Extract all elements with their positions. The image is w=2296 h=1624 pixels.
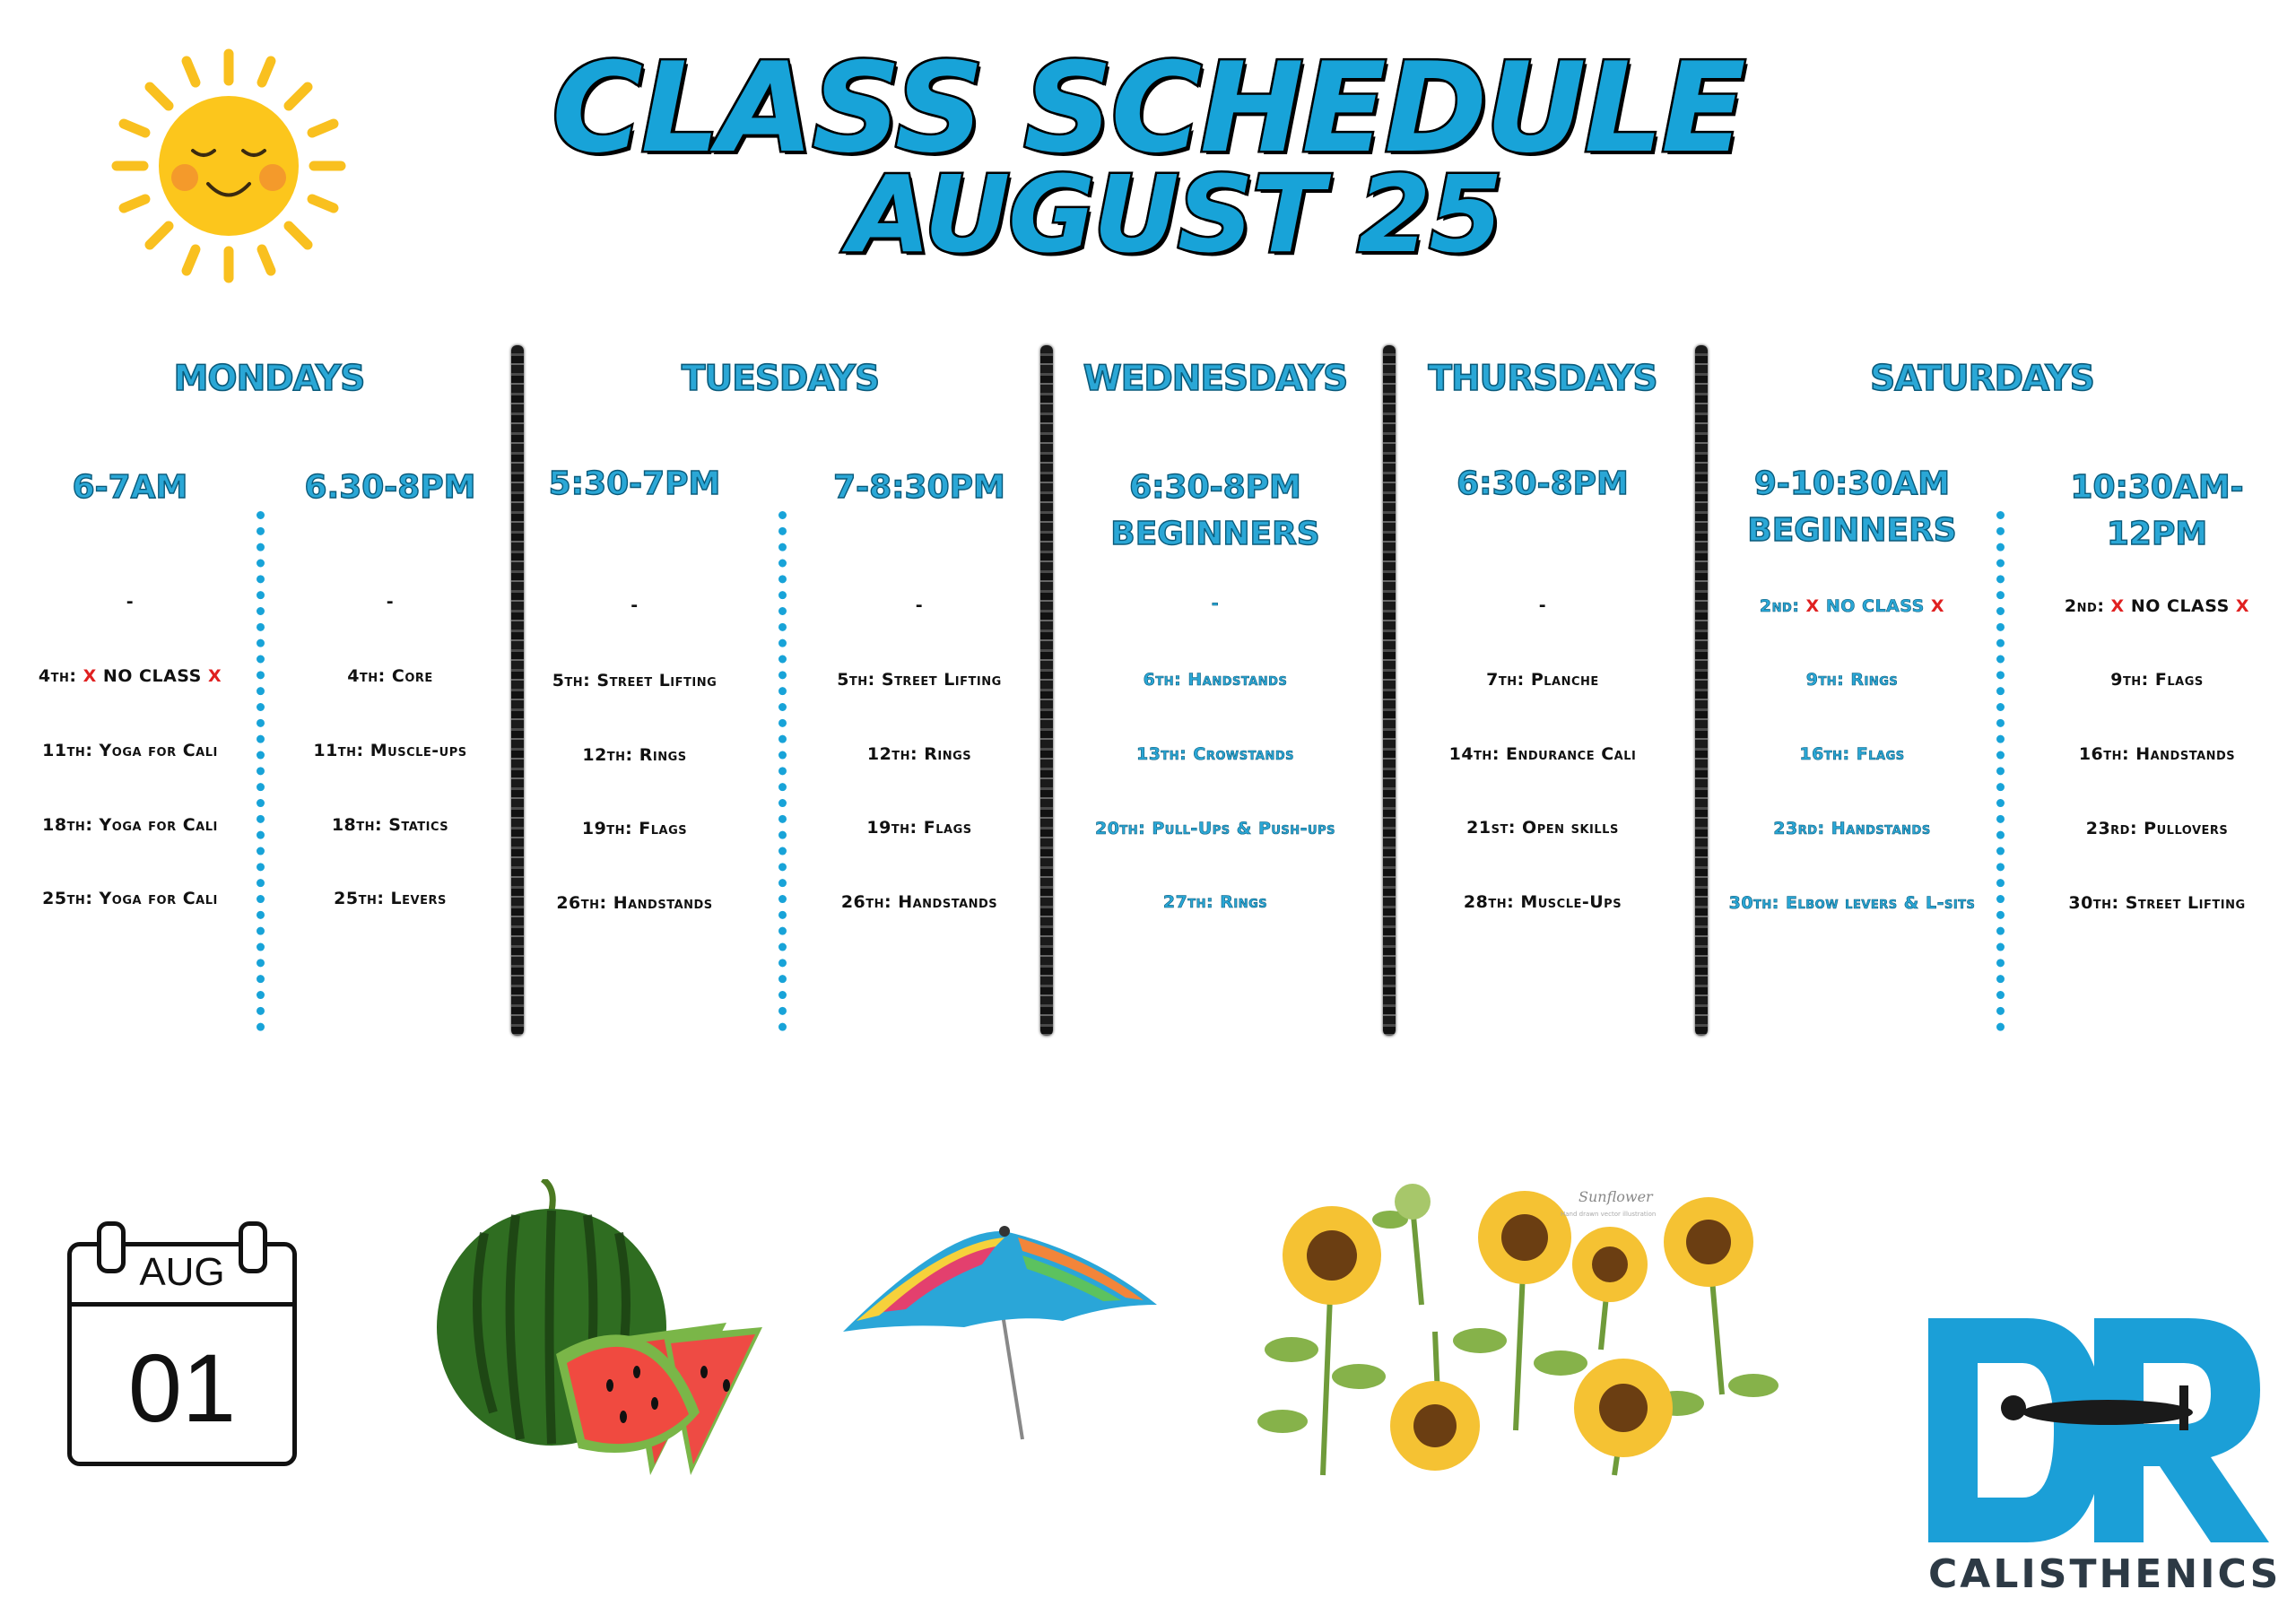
day-header-mondays: MONDAYS (173, 359, 365, 399)
umbrella-illustration (839, 1215, 1161, 1448)
list-item: - (1538, 595, 1547, 615)
calendar-icon (67, 1242, 297, 1466)
list-item: 26th: Handstands (556, 893, 713, 913)
day-header-tuesdays: TUESDAYS (681, 359, 880, 399)
list-item: 12th: Rings (866, 744, 972, 764)
list-item: 5th: Street Lifting (837, 670, 1002, 690)
list-item: 30th: Elbow levers & L-sits (1728, 893, 1976, 913)
x-mark: X (83, 666, 97, 686)
list-item: 16th: Flags (1799, 744, 1905, 764)
day-header-thursdays: THURSDAYS (1428, 359, 1657, 399)
list-item: 4th: X NO CLASS X (38, 666, 222, 686)
x-mark: X (1805, 596, 1820, 616)
calendar-month: AUG (139, 1250, 225, 1294)
sunflowers-illustration (1256, 1170, 1785, 1493)
dr-logo-icon (1928, 1318, 2269, 1542)
day-header-wednesdays: WEDNESDAYS (1083, 359, 1348, 399)
list-item: 28th: Muscle-Ups (1463, 892, 1622, 912)
list-item: 30th: Street Lifting (2068, 893, 2246, 913)
list-item: 7th: Planche (1486, 670, 1599, 690)
time-mon-a: 6-7AM (72, 469, 188, 506)
list-item: 6th: Handstands (1143, 670, 1288, 690)
list-item: - (915, 595, 924, 615)
day-header-saturdays: SATURDAYS (1870, 359, 2094, 399)
list-item: 19th: Flags (866, 818, 972, 838)
sunflower-card-subtitle: Hand drawn vector illustration (1561, 1211, 1657, 1218)
list-item: 11th: Muscle-ups (313, 741, 467, 760)
list-item: - (631, 595, 639, 615)
list-item: 23rd: Handstands (1773, 819, 1931, 838)
list-item: 21st: Open skills (1466, 818, 1619, 838)
list-item: 4th: Core (347, 666, 433, 686)
session-divider (257, 511, 265, 1031)
logo-name: CALISTHENICS (1928, 1551, 2282, 1597)
sunflower-card-title: Sunflower (1578, 1188, 1653, 1205)
time-tue-b: 7-8:30PM (833, 469, 1005, 506)
x-mark: X (2110, 596, 2125, 616)
session-divider (778, 511, 787, 1031)
list-item: 23rd: Pullovers (2085, 819, 2229, 838)
time-thu: 6:30-8PM (1457, 465, 1629, 502)
list-item: 12th: Rings (582, 745, 687, 765)
list-item: 18th: Yoga for Cali (42, 815, 218, 835)
time-wed (1072, 465, 1359, 558)
list-item: 16th: Handstands (2078, 744, 2236, 764)
time-tue-a: 5:30-7PM (548, 465, 721, 502)
list-item: 11th: Yoga for Cali (42, 741, 218, 760)
list-item: 14th: Endurance Cali (1448, 744, 1637, 764)
list-item: 18th: Statics (331, 815, 449, 835)
time-sat-b: 10:30AM-12PM (2070, 469, 2244, 552)
list-item: - (1211, 594, 1220, 613)
list-item: 25th: Yoga for Cali (42, 889, 218, 908)
time-sat-a (1722, 461, 1982, 554)
list-item: 26th: Handstands (840, 892, 998, 912)
day-divider (1383, 345, 1396, 1036)
calendar-day: 01 (127, 1333, 237, 1442)
x-mark: X (207, 666, 222, 686)
time-sat-a-level: BEGINNERS (1747, 512, 1957, 549)
list-item: 19th: Flags (581, 819, 688, 838)
day-divider (1040, 345, 1053, 1036)
day-divider (1695, 345, 1708, 1036)
list-item: 5th: Street Lifting (552, 671, 718, 690)
calendar-divider (72, 1302, 292, 1307)
list-item: 9th: Flags (2110, 670, 2204, 690)
x-mark: X (2235, 596, 2250, 616)
list-item: 9th: Rings (1805, 670, 1899, 690)
list-item: - (126, 592, 135, 612)
time-mon-b: 6.30-8PM (304, 469, 476, 506)
time-wed-hours: 6:30-8PM (1129, 469, 1301, 506)
list-item: 13th: Crowstands (1135, 744, 1295, 764)
watermelon-illustration (430, 1179, 807, 1484)
list-item: 2nd: X NO CLASS X (1759, 596, 1945, 616)
list-item: - (386, 592, 395, 612)
schedule-title: CLASS SCHEDULE (552, 36, 1744, 180)
schedule-month: AUGUST 25 (848, 152, 1501, 276)
list-item: 20th: Pull-Ups & Push-ups (1094, 819, 1335, 838)
list-item: 2nd: X NO CLASS X (2064, 596, 2250, 616)
time-sat-a-hours: 9-10:30AM (1753, 465, 1951, 502)
list-item: 27th: Rings (1162, 892, 1268, 912)
x-mark: X (1930, 596, 1945, 616)
list-item: 25th: Levers (334, 889, 447, 908)
time-wed-level: BEGINNERS (1110, 516, 1320, 552)
day-divider (511, 345, 524, 1036)
session-divider (1996, 511, 2005, 1031)
